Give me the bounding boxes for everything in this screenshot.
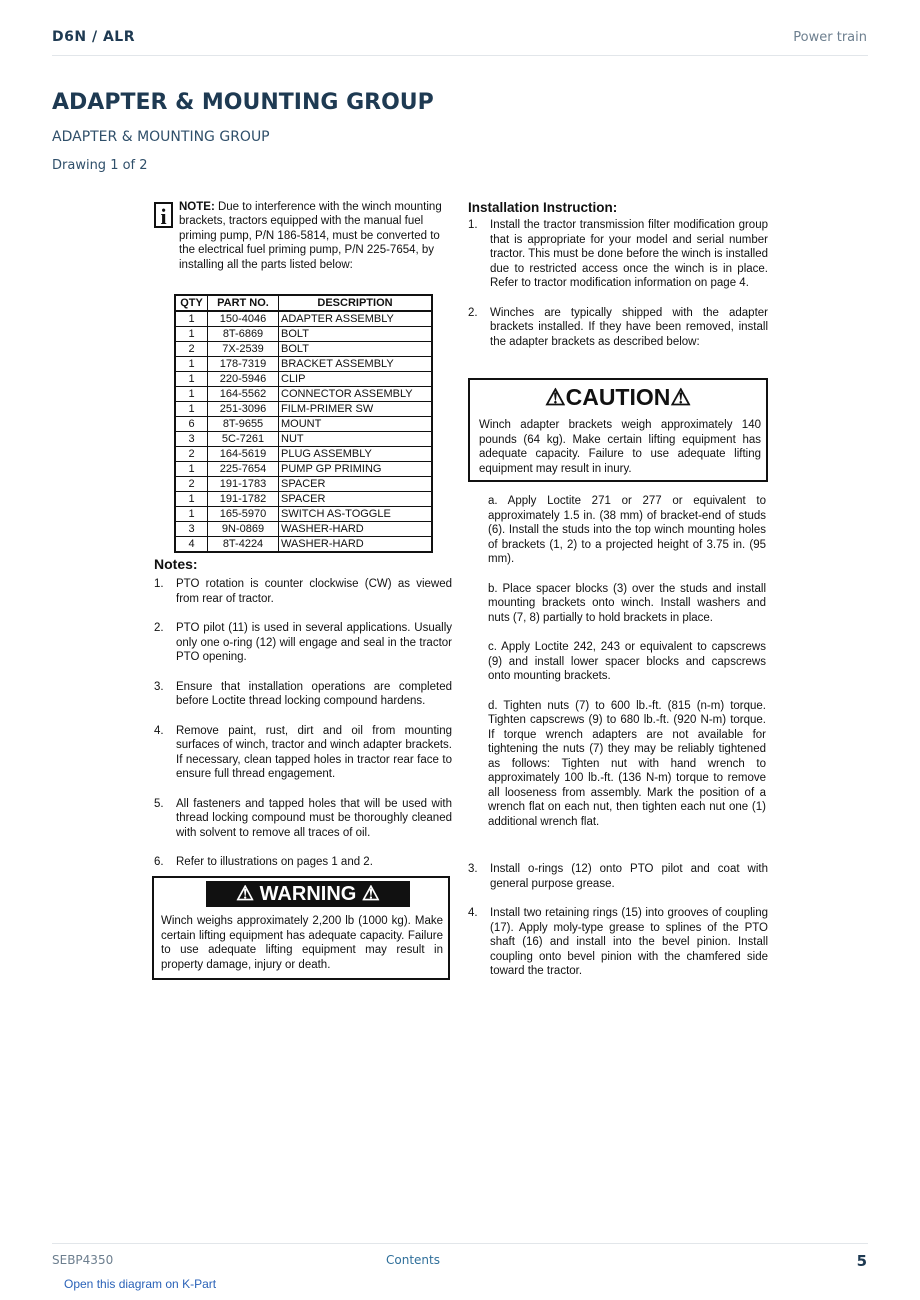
item-number: 6. <box>154 856 164 868</box>
part-number-cell: 165-5970 <box>208 507 279 522</box>
note-block <box>154 200 454 272</box>
qty-cell: 1 <box>175 402 208 417</box>
qty-cell: 1 <box>175 357 208 372</box>
part-number-cell: 251-3096 <box>208 402 279 417</box>
document-id: SEBP4350 <box>52 1253 114 1267</box>
table-row <box>175 492 432 507</box>
table-row <box>175 462 432 477</box>
description-cell: BRACKET ASSEMBLY <box>279 357 433 372</box>
description-cell: FILM-PRIMER SW <box>279 402 433 417</box>
qty-cell: 1 <box>175 492 208 507</box>
item-number: 3. <box>154 680 164 693</box>
description-cell: SWITCH AS-TOGGLE <box>279 507 433 522</box>
part-number-cell: 7X-2539 <box>208 342 279 357</box>
description-cell: WASHER-HARD <box>279 537 433 553</box>
part-number-cell: 9N-0869 <box>208 522 279 537</box>
col-part-no: PART NO. <box>208 295 279 311</box>
table-row <box>175 342 432 357</box>
description-cell: CLIP <box>279 372 433 387</box>
breadcrumb-model: D6N / ALR <box>52 29 135 45</box>
table-row <box>175 432 432 447</box>
list-item <box>154 855 452 870</box>
part-number-cell: 164-5562 <box>208 387 279 402</box>
scanned-diagram-page <box>140 176 780 1006</box>
installation-steps-bottom <box>468 862 768 994</box>
qty-cell: 6 <box>175 417 208 432</box>
table-row <box>175 522 432 537</box>
item-number: 4. <box>154 724 164 737</box>
list-item <box>154 724 452 782</box>
description-cell: PLUG ASSEMBLY <box>279 447 433 462</box>
parts-table <box>174 294 433 553</box>
qty-cell: 1 <box>175 507 208 522</box>
item-number: 1. <box>154 578 164 590</box>
part-number-cell: 178-7319 <box>208 357 279 372</box>
caution-box <box>468 378 768 482</box>
item-text: All fasteners and tapped holes that will be used with thread locking compound must be thoroughly cleaned with solvent to remove all traces of oil. <box>176 797 452 839</box>
caution-title: ⚠CAUTION⚠ <box>544 384 691 410</box>
table-row <box>175 327 432 342</box>
part-number-cell: 191-1782 <box>208 492 279 507</box>
table-row <box>175 447 432 462</box>
description-cell: PUMP GP PRIMING <box>279 462 433 477</box>
item-number: 2. <box>468 306 478 319</box>
part-number-cell: 8T-6869 <box>208 327 279 342</box>
item-text: PTO pilot (11) is used in several applications. Usually only one o-ring (12) will engage and seal in the tractor PTO opening. <box>176 622 452 663</box>
part-number-cell: 150-4046 <box>208 311 279 327</box>
part-number-cell: 5C-7261 <box>208 432 279 447</box>
note-text <box>179 200 454 272</box>
table-row <box>175 402 432 417</box>
page-subtitle: ADAPTER & MOUNTING GROUP <box>52 129 270 145</box>
part-number-cell: 8T-4224 <box>208 537 279 553</box>
qty-cell: 3 <box>175 522 208 537</box>
part-number-cell: 225-7654 <box>208 462 279 477</box>
part-number-cell: 191-1783 <box>208 477 279 492</box>
warning-box <box>152 876 450 980</box>
qty-cell: 1 <box>175 327 208 342</box>
table-row <box>175 507 432 522</box>
notes-heading: Notes: <box>154 556 198 572</box>
page-number: 5 <box>856 1252 867 1270</box>
item-number: 4. <box>468 907 478 919</box>
header-divider <box>52 55 868 56</box>
qty-cell: 1 <box>175 311 208 327</box>
page-title: ADAPTER & MOUNTING GROUP <box>52 90 434 115</box>
item-number: 5. <box>154 797 164 810</box>
description-cell: BOLT <box>279 342 433 357</box>
qty-cell: 2 <box>175 447 208 462</box>
description-cell: SPACER <box>279 477 433 492</box>
note-label: NOTE: <box>179 201 215 213</box>
table-row <box>175 387 432 402</box>
item-text: Install o-rings (12) onto PTO pilot and coat with general purpose grease. <box>490 863 768 890</box>
installation-substeps <box>488 494 766 844</box>
qty-cell: 2 <box>175 477 208 492</box>
item-text: Ensure that installation operations are completed before Loctite thread locking compound hardens. <box>176 680 452 707</box>
drawing-indicator: Drawing 1 of 2 <box>52 158 148 173</box>
item-text: Refer to illustrations on pages 1 and 2. <box>176 856 373 868</box>
item-number: 1. <box>468 219 478 231</box>
qty-cell: 1 <box>175 462 208 477</box>
col-qty: QTY <box>175 295 208 311</box>
qty-cell: 4 <box>175 537 208 553</box>
info-icon: i <box>154 202 173 228</box>
item-number: 2. <box>154 622 164 634</box>
description-cell: CONNECTOR ASSEMBLY <box>279 387 433 402</box>
qty-cell: 1 <box>175 387 208 402</box>
item-text: Install two retaining rings (15) into grooves of coupling (17). Apply moly-type grease to splines of the PTO shaft (16) and install into the bevel pinion. Install coupling onto bevel pinion with the chamfered side toward the tractor. <box>490 907 768 977</box>
qty-cell: 2 <box>175 342 208 357</box>
warning-title: ⚠ WARNING ⚠ <box>206 881 410 907</box>
list-item <box>154 621 452 665</box>
description-cell: SPACER <box>279 492 433 507</box>
qty-cell: 3 <box>175 432 208 447</box>
description-cell: BOLT <box>279 327 433 342</box>
list-item <box>154 577 452 606</box>
item-text: Winches are typically shipped with the adapter brackets installed. If they have been removed, install the adapter brackets as described below: <box>490 306 768 348</box>
substep-item: d. Tighten nuts (7) to 600 lb.-ft. (815 (n-m) torque. Tighten capscrews (9) to 680 lb.-ft. (920 N-m) torque. If torque wrench adapters are not available for tightening the nuts (7) they may be reliably tightened as follows: Tighten nut with hand wrench to approximately 100 lb.-ft. (136 N-m) torque to remove all looseness from assembly. Mark the position of a wrench flat on each nut, then tighten each nut one (1) additional wrench flat. <box>488 699 766 828</box>
table-row <box>175 417 432 432</box>
list-item <box>468 862 768 891</box>
table-row <box>175 477 432 492</box>
table-row <box>175 311 432 327</box>
list-item <box>468 218 768 291</box>
table-row <box>175 357 432 372</box>
item-text: Remove paint, rust, dirt and oil from mounting surfaces of winch, tractor and winch adapter brackets. If necessary, clean tapped holes in tractor rear face to ensure full thread engagement. <box>176 724 452 780</box>
description-cell: ADAPTER ASSEMBLY <box>279 311 433 327</box>
caution-text: Winch adapter brackets weigh approximately 140 pounds (64 kg). Make certain lifting equipment has adequate capacity. Failure to use adequate lifting equipment may result in inury. <box>479 419 761 475</box>
list-item <box>468 306 768 350</box>
footer-divider <box>52 1243 868 1244</box>
col-description: DESCRIPTION <box>279 295 433 311</box>
item-text: Install the tractor transmission filter modification group that is appropriate for your model and serial number tractor. This must be done before the winch is installed due to restricted access once the winch is in place. Refer to tractor modification information on page 4. <box>490 219 768 289</box>
section-name: Power train <box>793 30 867 45</box>
parts-table-header <box>175 295 432 311</box>
item-number: 3. <box>468 863 478 875</box>
list-item <box>154 797 452 841</box>
note-body: Due to interference with the winch mounting brackets, tractors equipped with the manual fuel priming pump, P/N 186-5814, must be converted to the electrical fuel priming pump, P/N 225-7654, by installing all the parts listed below: <box>179 201 442 271</box>
notes-list <box>154 577 452 885</box>
part-number-cell: 220-5946 <box>208 372 279 387</box>
installation-heading: Installation Instruction: <box>468 200 618 215</box>
part-number-cell: 8T-9655 <box>208 417 279 432</box>
list-item <box>154 680 452 709</box>
contents-link[interactable]: Contents <box>386 1253 440 1267</box>
description-cell: NUT <box>279 432 433 447</box>
description-cell: MOUNT <box>279 417 433 432</box>
part-number-cell: 164-5619 <box>208 447 279 462</box>
item-text: PTO rotation is counter clockwise (CW) as viewed from rear of tractor. <box>176 578 452 605</box>
description-cell: WASHER-HARD <box>279 522 433 537</box>
warning-text: Winch weighs approximately 2,200 lb (1000 kg). Make certain lifting equipment has adequate capacity. Failure to use adequate lifting equipment may result in property damage, injury or death. <box>161 915 443 971</box>
qty-cell: 1 <box>175 372 208 387</box>
table-row <box>175 372 432 387</box>
substep-item: c. Apply Loctite 242, 243 or equivalent to capscrews (9) and install lower spacer blocks and capscrews onto mounting brackets. <box>488 641 766 682</box>
installation-steps-top <box>468 218 768 364</box>
substep-item: b. Place spacer blocks (3) over the studs and install mounting brackets onto winch. Install washers and nuts (7, 8) partially to hold brackets in place. <box>488 582 766 624</box>
list-item <box>468 906 768 979</box>
table-row <box>175 537 432 553</box>
substep-item: a. Apply Loctite 271 or 277 or equivalent to approximately 1.5 in. (38 mm) of bracket-end of studs (6). Install the studs into the top winch mounting holes of brackets (1, 2) to a projected height of 3.75 in. (95 mm). <box>488 495 766 565</box>
open-diagram-link[interactable]: Open this diagram on K-Part <box>64 1277 217 1291</box>
